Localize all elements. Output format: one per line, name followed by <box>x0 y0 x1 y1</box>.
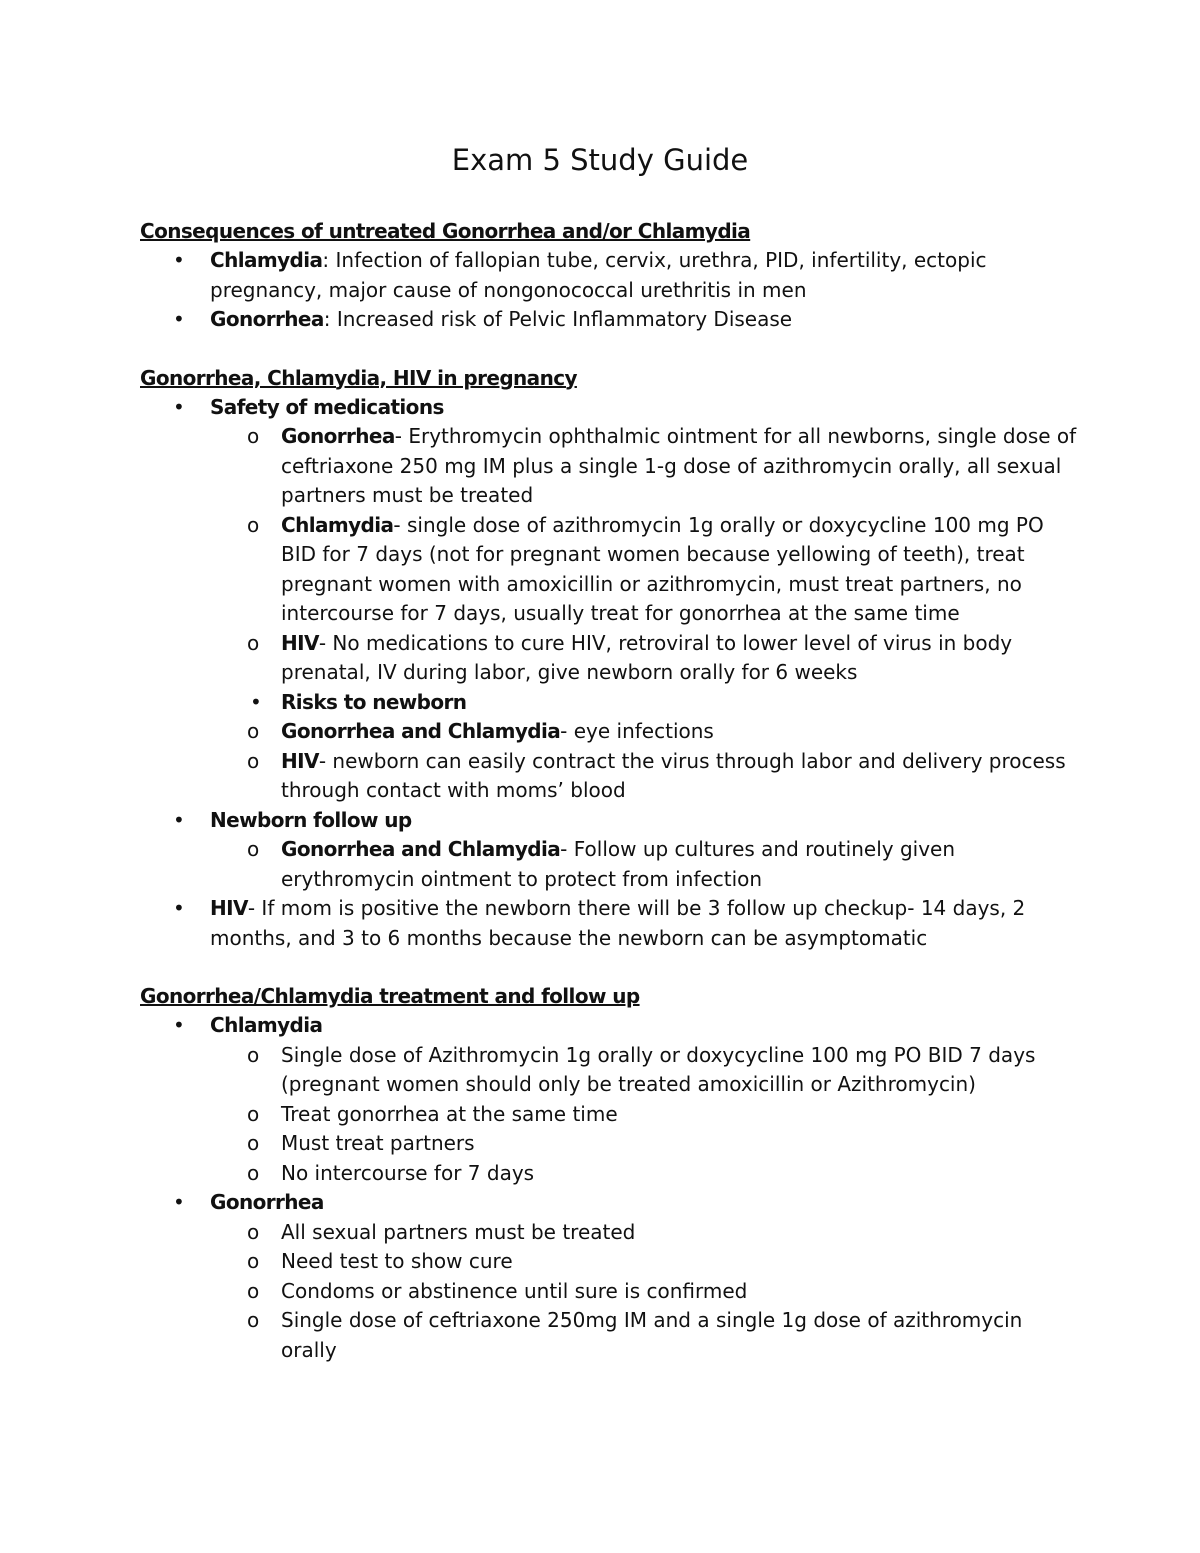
circle-marker: o <box>247 1160 260 1185</box>
circle-marker: o <box>247 1219 260 1244</box>
sub-list-item <box>140 511 1080 629</box>
item-term: Safety of medications <box>210 394 444 419</box>
document-title: Exam 5 Study Guide <box>451 143 749 177</box>
item-text: : Increased risk of Pelvic Inflammatory Disease <box>323 307 793 331</box>
circle-marker: o <box>247 630 260 655</box>
item-text: Single dose of Azithromycin 1g orally or doxycycline 100 mg PO BID 7 days (pregnant women should only be treated amoxicillin or Azithromycin) <box>281 1042 1036 1096</box>
item-term: Chlamydia <box>210 248 323 272</box>
sub-list-item <box>140 629 1080 688</box>
item-text: Need test to show cure <box>281 1249 513 1273</box>
circle-marker: o <box>247 748 260 773</box>
circle-marker: o <box>247 1308 260 1332</box>
item-term: Gonorrhea and Chlamydia <box>281 837 561 861</box>
circle-marker: o <box>247 837 260 861</box>
circle-marker: o <box>247 1131 260 1155</box>
item-term: Gonorrhea <box>210 1190 324 1214</box>
circle-marker: o <box>247 424 260 448</box>
item-term: HIV <box>281 748 319 773</box>
circle-marker: o <box>247 719 260 743</box>
bullet-marker: • <box>173 248 185 272</box>
item-term: Gonorrhea <box>210 307 324 331</box>
bullet-marker: • <box>250 689 262 714</box>
section-heading: Gonorrhea, Chlamydia, HIV in pregnancy <box>140 365 577 390</box>
item-text: : Infection of fallopian tube, cervix, urethra, PID, infertility, ectopic pregnancy, major cause of nongonococcal urethritis in men <box>210 248 987 302</box>
item-term: Risks to newborn <box>281 689 467 714</box>
item-term: Newborn follow up <box>210 807 412 832</box>
sub-list-item <box>140 1041 1080 1100</box>
item-text: - If mom is positive the newborn there will be 3 follow up checkup- 14 days, 2 months, and 3 to 6 months because the newborn can be asymptomatic <box>210 896 1026 950</box>
circle-marker: o <box>247 1101 260 1126</box>
list-item <box>140 1011 1080 1041</box>
circle-marker: o <box>247 1249 260 1273</box>
list-item <box>140 305 1080 335</box>
item-term: Gonorrhea and Chlamydia <box>281 719 561 743</box>
circle-marker: o <box>247 1278 260 1303</box>
section-pregnancy <box>140 363 1080 954</box>
item-text: Must treat partners <box>281 1131 475 1155</box>
item-text: Treat gonorrhea at the same time <box>281 1101 618 1126</box>
bullet-marker: • <box>173 1013 185 1037</box>
bullet-marker: • <box>173 394 185 419</box>
item-text: - Follow up cultures and routinely given erythromycin ointment to protect from infection <box>281 837 956 891</box>
section-untreated-consequences <box>140 216 1080 335</box>
circle-marker: o <box>247 512 260 537</box>
item-term: HIV <box>210 896 248 920</box>
sub-list-item <box>140 1306 1080 1365</box>
sub-list-item <box>140 717 1080 747</box>
circle-marker: o <box>247 1042 260 1067</box>
item-text: No intercourse for 7 days <box>281 1160 535 1185</box>
bullet-marker: • <box>173 307 185 331</box>
sub-list-item <box>140 835 1080 894</box>
section-heading: Gonorrhea/Chlamydia treatment and follow up <box>140 984 640 1008</box>
item-text: Condoms or abstinence until sure is confirmed <box>281 1278 748 1303</box>
sub-list-item <box>140 1277 1080 1307</box>
item-text: - eye infections <box>560 719 714 743</box>
sub-list-item <box>140 1100 1080 1130</box>
item-text: All sexual partners must be treated <box>281 1219 636 1244</box>
section-heading: Consequences of untreated Gonorrhea and/or Chlamydia <box>140 219 751 243</box>
document-body <box>140 216 1080 1393</box>
list-item <box>140 806 1080 836</box>
list-item <box>140 894 1080 953</box>
sub-list-item <box>140 1129 1080 1159</box>
list-item <box>140 1188 1080 1218</box>
list-item <box>140 393 1080 423</box>
bullet-marker: • <box>173 1190 185 1214</box>
sub-list-item <box>140 747 1080 806</box>
list-item <box>140 246 1080 305</box>
item-term: HIV <box>281 630 319 655</box>
item-text: - No medications to cure HIV, retroviral to lower level of virus in body prenatal, IV during labor, give newborn orally for 6 weeks <box>281 630 1013 684</box>
item-text: Single dose of ceftriaxone 250mg IM and a single 1g dose of azithromycin orally <box>281 1308 1023 1362</box>
item-term: Chlamydia <box>281 512 394 537</box>
item-text: - single dose of azithromycin 1g orally or doxycycline 100 mg PO BID for 7 days (not for pregnant women because yellowing of teeth), treat pregnant women with amoxicillin or azithromycin, must treat partners, no intercourse for 7 days, usually treat for gonorrhea at the same time <box>281 512 1044 625</box>
sub-list-item <box>140 1159 1080 1189</box>
item-text: - Erythromycin ophthalmic ointment for all newborns, single dose of ceftriaxone 250 mg IM plus a single 1-g dose of azithromycin orally, all sexual partners must be treated <box>281 424 1077 507</box>
bullet-marker: • <box>173 807 185 832</box>
bullet-marker: • <box>173 896 185 920</box>
section-treatment-follow-up <box>140 981 1080 1365</box>
sub-list-item <box>140 1247 1080 1277</box>
sub-list-item <box>140 1218 1080 1248</box>
item-text: - newborn can easily contract the virus through labor and delivery process through contact with moms’ blood <box>281 748 1066 802</box>
sub-list-item <box>140 422 1080 511</box>
item-term: Gonorrhea <box>281 424 395 448</box>
sub-list-item <box>140 688 1080 718</box>
item-term: Chlamydia <box>210 1013 323 1037</box>
